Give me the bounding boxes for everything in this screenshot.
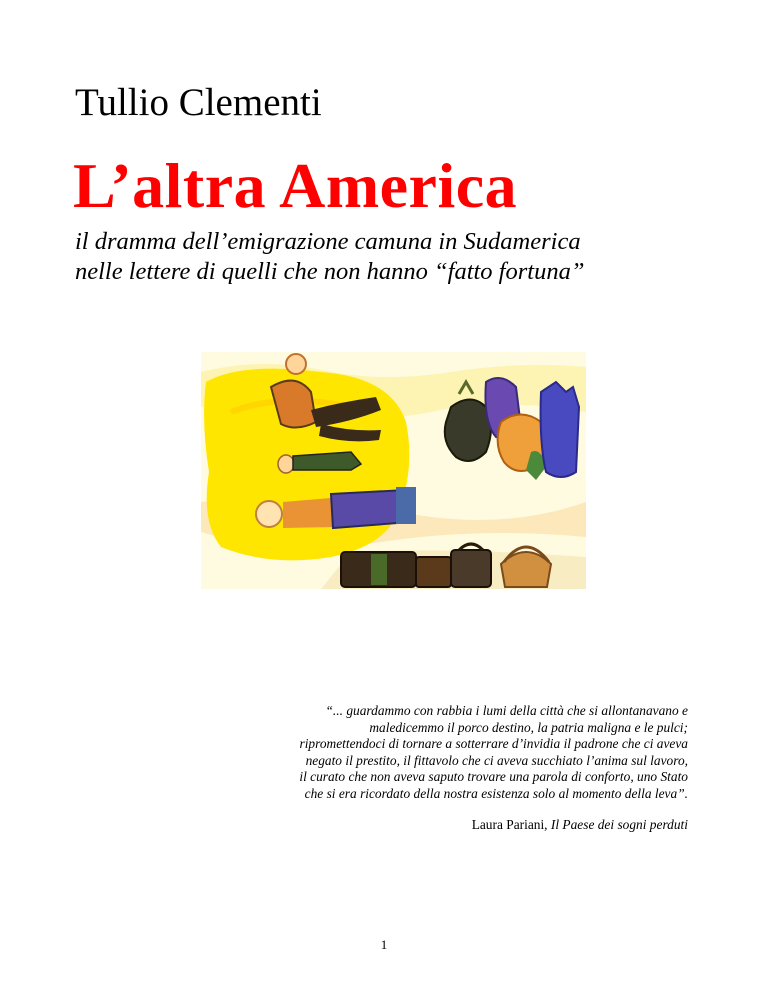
subtitle-line: il dramma dell’emigrazione camuna in Sudamerica — [75, 228, 581, 255]
subtitle-line: nelle lettere di quelli che non hanno “fatto fortuna” — [75, 258, 585, 285]
epigraph-quote — [208, 703, 688, 803]
author-name: Tullio Clementi — [75, 81, 322, 124]
citation-author: Laura Pariani, — [471, 817, 551, 832]
page-number: 1 — [380, 937, 388, 952]
blue-sack — [541, 382, 579, 477]
quote-line: il curato che non aveva saputo trovare una parola di conforto, uno Stato — [299, 769, 688, 785]
citation-work: Il Paese dei sogni perduti — [550, 817, 688, 832]
quote-line: ripromettendoci di tornare a sotterrare d’invidia il padrone che ci aveva — [299, 736, 688, 752]
quote-line: negato il prestito, il fittavolo che ci aveva succhiato l’anima sul lavoro, — [305, 752, 688, 768]
epigraph-citation — [472, 817, 688, 833]
book-title: L’altra America — [73, 150, 518, 221]
quote-line: “... guardammo con rabbia i lumi della città che si allontanavano e — [325, 703, 688, 718]
cover-illustration — [201, 352, 586, 589]
quote-line: maledicemmo il porco destino, la patria maligna e le pulci; — [369, 719, 688, 735]
quote-line: che si era ricordato della nostra esistenza solo al momento della leva”. — [304, 785, 688, 801]
figure-head — [286, 354, 306, 374]
subtitle — [75, 227, 584, 287]
trunk — [451, 550, 491, 587]
dark-fruit — [445, 400, 491, 462]
